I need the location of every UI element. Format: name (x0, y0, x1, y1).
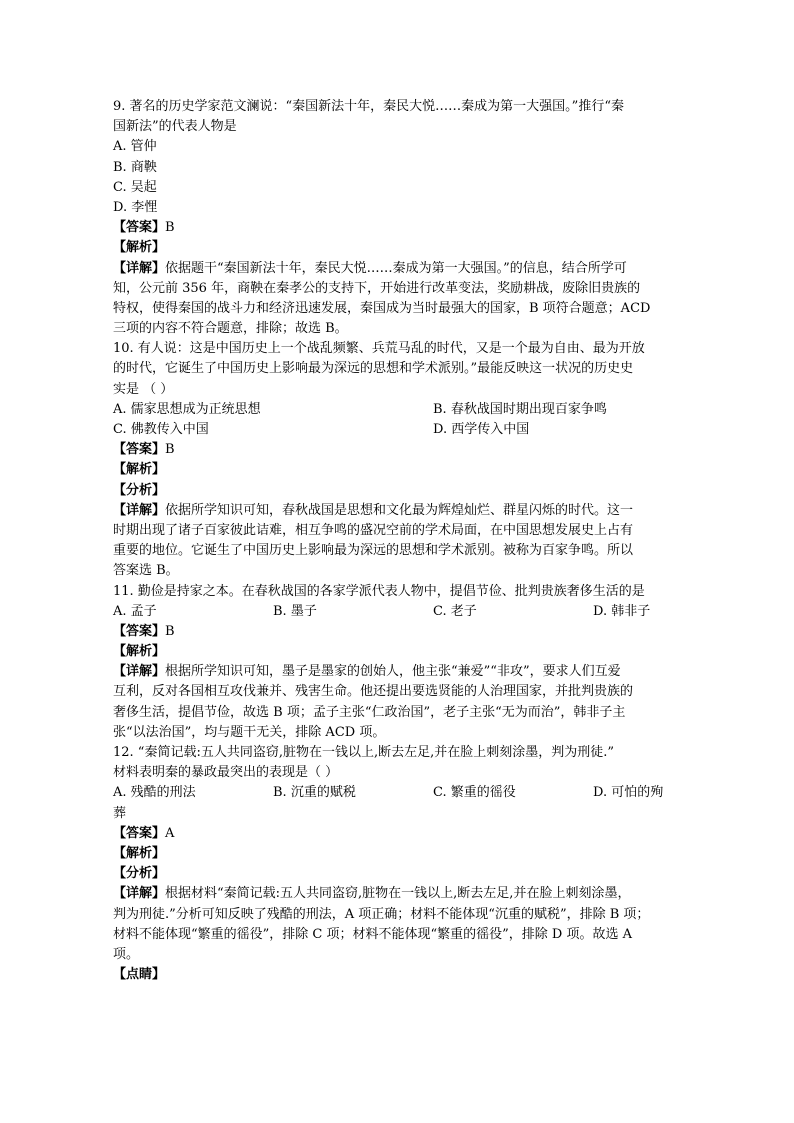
analysis-tag: 【解析】 (113, 462, 166, 478)
question-stem: 实是 （ ） (113, 381, 174, 397)
detail-text: 项。 (113, 946, 140, 962)
question-stem: 的时代，它诞生了中国历史上影响最为深远的思想和学术派别。”最能反映这一状况的历史史 (113, 361, 634, 377)
answer-value: B (165, 623, 175, 639)
options-row (113, 400, 683, 420)
detail-tag: 【详解】 (113, 260, 166, 276)
option-a: A. 残酷的刑法 (113, 785, 196, 801)
option-a: A. 孟子 (113, 603, 157, 619)
option-d: D. 西学传入中国 (433, 422, 530, 437)
answer-tag: 【答案】 (113, 825, 166, 841)
question-stem: 11. 勤俭是持家之本。在春秋战国的各家学派代表人物中，提倡节俭、批判贵族奢侈生活的是 (113, 583, 645, 599)
option-c: C. 繁重的徭役 (433, 785, 516, 801)
option-a: A. 管仲 (113, 139, 157, 155)
question-stem: 10. 有人说：这是中国历史上一个战乱频繁、兵荒马乱的时代，又是一个最为自由、最为开放 (113, 341, 645, 357)
detail-text: 张“以法治国”，均与题干无关，排除 ACD 项。 (113, 724, 386, 740)
option-b: B. 春秋战国时期出现百家争鸣 (433, 401, 607, 417)
option-d: D. 韩非子 (593, 603, 651, 619)
answer-value: B (165, 442, 175, 458)
question-11 (113, 582, 683, 744)
answer-line (113, 440, 683, 460)
option-c: C. 老子 (433, 603, 477, 619)
option-d: D. 李悝 (113, 199, 158, 215)
detail-line (113, 662, 683, 682)
question-stem: 材料表明秦的暴政最突出的表现是（ ） (113, 765, 339, 781)
answer-line (113, 622, 683, 642)
options-row (113, 420, 683, 440)
answer-tag: 【答案】 (113, 442, 166, 458)
detail-line (113, 884, 683, 904)
fenxi-tag: 【分析】 (113, 866, 166, 882)
option-a: A. 儒家思想成为正统思想 (113, 401, 261, 417)
question-stem: 9. 著名的历史学家范文澜说：“秦国新法十年，秦民大悦……秦成为第一大强国。”推行“秦 (113, 99, 624, 114)
option-c: C. 佛教传入中国 (113, 422, 209, 437)
option-d: D. 可怕的殉 (593, 785, 664, 801)
detail-tag: 【详解】 (113, 502, 166, 518)
analysis-tag: 【解析】 (113, 644, 166, 660)
answer-line (113, 218, 683, 238)
detail-text: 互利，反对各国相互攻伐兼并、残害生命。他还提出要选贤能的人治理国家，并批判贵族的 (113, 684, 634, 700)
options-row (113, 783, 683, 803)
dianjing-tag: 【点睛】 (113, 967, 166, 983)
answer-tag: 【答案】 (113, 623, 166, 639)
question-10 (113, 339, 683, 581)
option-b: B. 墨子 (273, 603, 317, 619)
option-d-wrap: 葬 (113, 805, 127, 821)
question-stem: 12. “秦简记载:五人共同盗窃,脏物在一钱以上,断去左足,并在脸上刺刻涂墨，判为刑徒.” (113, 745, 615, 760)
answer-value: A (165, 825, 175, 841)
detail-tag: 【详解】 (113, 664, 166, 680)
detail-text: 依据题干“秦国新法十年，秦民大悦……秦成为第一大强国。”的信息，结合所学可 (165, 260, 627, 276)
detail-text: 知，公元前 356 年，商鞅在秦孝公的支持下，开始进行改革变法，奖励耕战，废除旧贵族的 (113, 280, 641, 296)
detail-line (113, 501, 683, 521)
answer-line (113, 824, 683, 844)
detail-text: 奢侈生活，提倡节俭，故选 B 项；孟子主张“仁政治国”，老子主张“无为而治”，韩非子主 (113, 704, 626, 720)
option-b: B. 沉重的赋税 (273, 785, 356, 801)
analysis-tag: 【解析】 (113, 240, 166, 256)
detail-text: 三项的内容不符合题意，排除；故选 B。 (113, 321, 348, 337)
detail-text: 时期出现了诸子百家彼此诘难，相互争鸣的盛况空前的学术局面，在中国思想发展史上占有 (113, 522, 634, 538)
detail-line (113, 259, 683, 279)
fenxi-tag: 【分析】 (113, 482, 166, 498)
option-b: B. 商鞅 (113, 159, 157, 175)
detail-text: 根据所学知识可知，墨子是墨家的创始人，他主张“兼爱”“非攻”，要求人们互爱 (165, 664, 621, 680)
detail-text: 答案选 B。 (113, 563, 179, 579)
detail-text: 判为刑徒.”分析可知反映了残酷的刑法，A 项正确；材料不能体现“沉重的赋税”，排除 B 项； (113, 906, 650, 922)
detail-text: 材料不能体现“繁重的徭役”，排除 C 项；材料不能体现“繁重的徭役”，排除 D 项。故选 A (113, 926, 633, 942)
analysis-tag: 【解析】 (113, 845, 166, 861)
detail-text: 重要的地位。它诞生了中国历史上影响最为深远的思想和学术派别。被称为百家争鸣。所以 (113, 543, 634, 559)
answer-tag: 【答案】 (113, 220, 166, 236)
exam-page (113, 97, 683, 985)
detail-text: 特权，使得秦国的战斗力和经济迅速发展，秦国成为当时最强大的国家，B 项符合题意；ACD (113, 300, 651, 316)
option-c: C. 吴起 (113, 179, 157, 195)
question-12 (113, 743, 683, 985)
question-9 (113, 97, 683, 339)
question-stem: 国新法”的代表人物是 (113, 119, 237, 135)
options-row (113, 602, 683, 622)
detail-text: 依据所学知识可知，春秋战国是思想和文化最为辉煌灿烂、群星闪烁的时代。这一 (165, 502, 634, 518)
detail-tag: 【详解】 (113, 886, 166, 902)
detail-text: 根据材料“秦简记载:五人共同盗窃,脏物在一钱以上,断去左足,并在脸上刺刻涂墨， (165, 886, 631, 902)
answer-value: B (165, 220, 175, 236)
